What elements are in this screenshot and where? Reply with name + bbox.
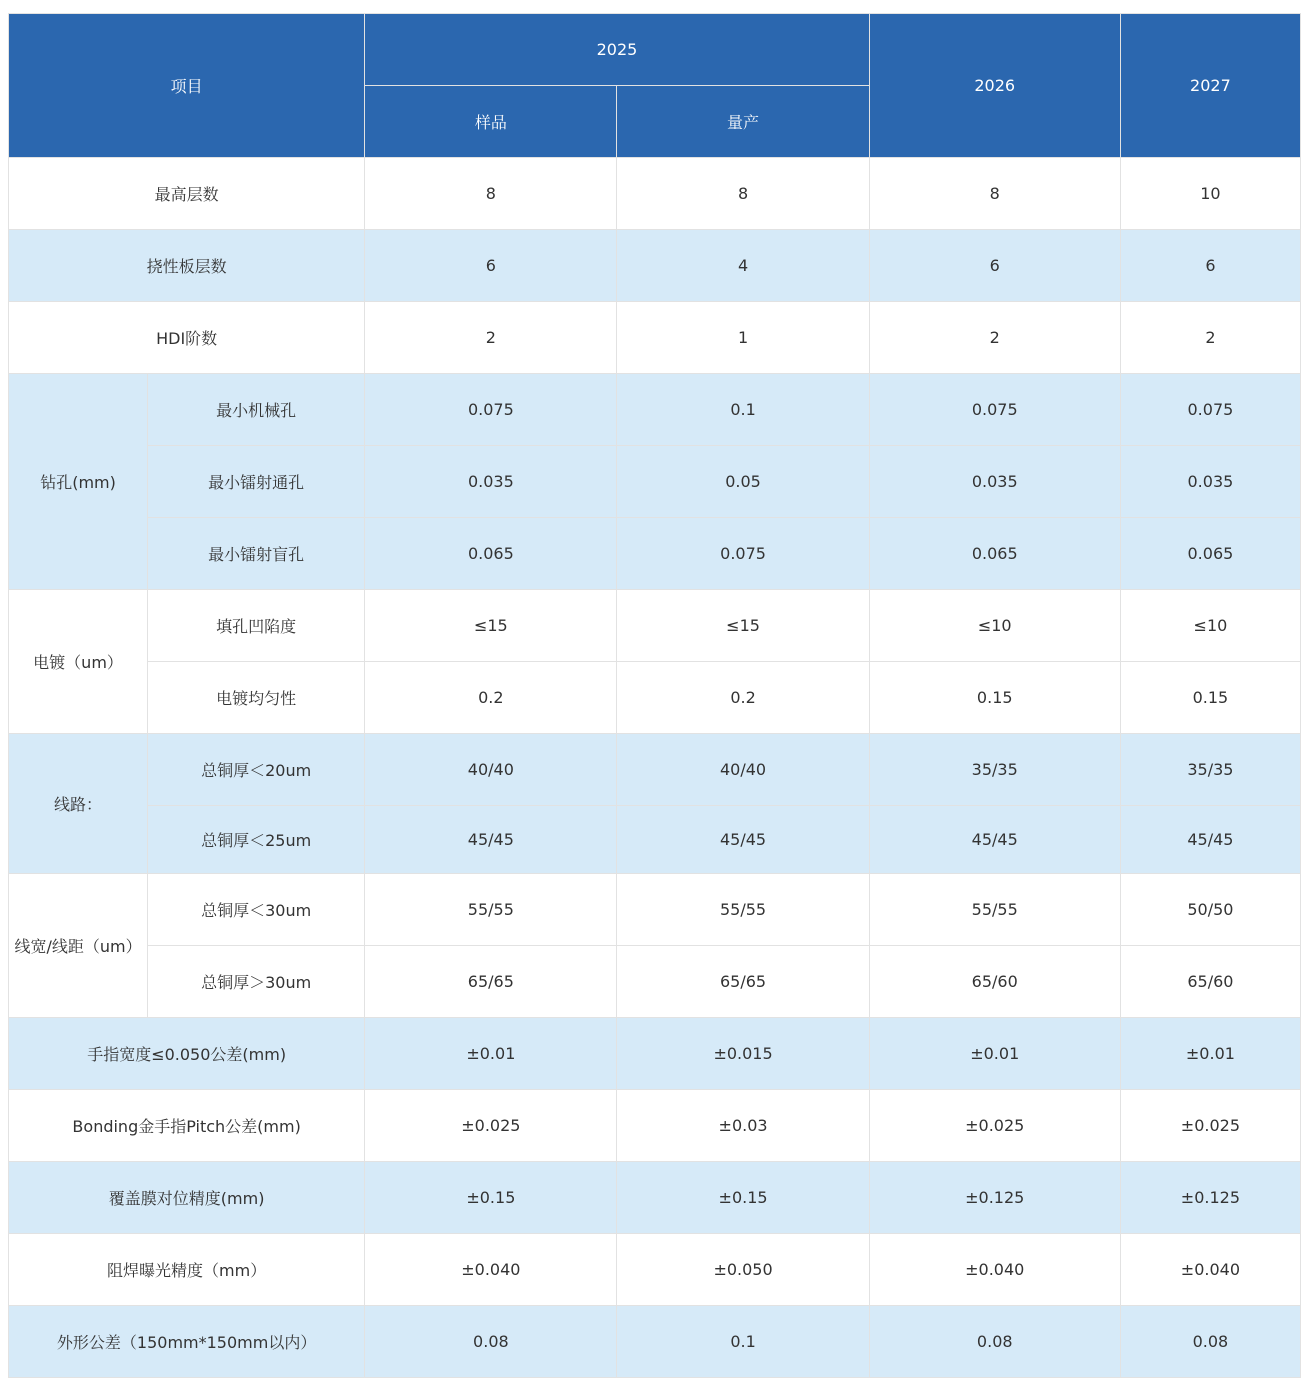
row-label: HDI阶数	[9, 302, 365, 374]
cell-value: 40/40	[365, 734, 617, 806]
cell-value: 2	[1120, 302, 1300, 374]
cell-value: 55/55	[617, 874, 869, 946]
header-year-2027: 2027	[1120, 14, 1300, 158]
cell-value: 55/55	[869, 874, 1120, 946]
cell-value: 65/65	[617, 946, 869, 1018]
table-row	[9, 230, 1301, 302]
cell-value: ±0.025	[869, 1090, 1120, 1162]
cell-value: 45/45	[1120, 806, 1300, 874]
cell-value: 10	[1120, 158, 1300, 230]
cell-value: 0.2	[365, 662, 617, 734]
cell-value: ±0.125	[1120, 1162, 1300, 1234]
cell-value: 45/45	[617, 806, 869, 874]
cell-value: 35/35	[869, 734, 1120, 806]
cell-value: ±0.15	[365, 1162, 617, 1234]
cell-value: 6	[869, 230, 1120, 302]
row-label: 阻焊曝光精度（mm）	[9, 1234, 365, 1306]
table-row	[9, 946, 1301, 1018]
cell-value: 55/55	[365, 874, 617, 946]
table-row	[9, 302, 1301, 374]
cell-value: 0.035	[869, 446, 1120, 518]
row-label: 总铜厚＞30um	[148, 946, 365, 1018]
row-label: 总铜厚＜20um	[148, 734, 365, 806]
cell-value: 0.035	[1120, 446, 1300, 518]
cell-value: ±0.040	[1120, 1234, 1300, 1306]
table-row	[9, 662, 1301, 734]
cell-value: 0.05	[617, 446, 869, 518]
cell-value: 0.065	[869, 518, 1120, 590]
cell-value: 8	[617, 158, 869, 230]
row-label: 最高层数	[9, 158, 365, 230]
cell-value: ±0.025	[1120, 1090, 1300, 1162]
group-label-circuit: 线路：	[9, 734, 148, 874]
table-row	[9, 1234, 1301, 1306]
table-header	[9, 14, 1301, 158]
cell-value: ±0.050	[617, 1234, 869, 1306]
row-label: 外形公差（150mm*150mm以内）	[9, 1306, 365, 1378]
cell-value: ±0.01	[869, 1018, 1120, 1090]
cell-value: ≤10	[869, 590, 1120, 662]
row-label: 覆盖膜对位精度(mm)	[9, 1162, 365, 1234]
cell-value: 6	[365, 230, 617, 302]
cell-value: 45/45	[869, 806, 1120, 874]
cell-value: ±0.03	[617, 1090, 869, 1162]
cell-value: 2	[365, 302, 617, 374]
cell-value: 0.1	[617, 1306, 869, 1378]
row-label: 手指宽度≤0.050公差(mm)	[9, 1018, 365, 1090]
cell-value: 0.035	[365, 446, 617, 518]
group-label-plating: 电镀（um）	[9, 590, 148, 734]
cell-value: ≤15	[365, 590, 617, 662]
header-item: 项目	[9, 14, 365, 158]
capability-spec-table	[8, 13, 1301, 1378]
row-label: 最小镭射盲孔	[148, 518, 365, 590]
cell-value: ±0.025	[365, 1090, 617, 1162]
cell-value: 65/65	[365, 946, 617, 1018]
row-label: 挠性板层数	[9, 230, 365, 302]
table-row	[9, 734, 1301, 806]
row-label: 总铜厚＜30um	[148, 874, 365, 946]
row-label: 最小机械孔	[148, 374, 365, 446]
row-label: 填孔凹陷度	[148, 590, 365, 662]
group-label-linewidth: 线宽/线距（um）	[9, 874, 148, 1018]
cell-value: 8	[869, 158, 1120, 230]
row-label: Bonding金手指Pitch公差(mm)	[9, 1090, 365, 1162]
row-label: 最小镭射通孔	[148, 446, 365, 518]
cell-value: 2	[869, 302, 1120, 374]
cell-value: 8	[365, 158, 617, 230]
header-mass-production: 量产	[617, 86, 869, 158]
table-row	[9, 518, 1301, 590]
table-row	[9, 1306, 1301, 1378]
spec-table-container	[8, 13, 1301, 1378]
table-row	[9, 590, 1301, 662]
cell-value: 65/60	[869, 946, 1120, 1018]
cell-value: ±0.15	[617, 1162, 869, 1234]
cell-value: 0.065	[1120, 518, 1300, 590]
cell-value: 0.08	[365, 1306, 617, 1378]
cell-value: 0.075	[617, 518, 869, 590]
cell-value: ±0.015	[617, 1018, 869, 1090]
cell-value: ±0.01	[1120, 1018, 1300, 1090]
cell-value: 1	[617, 302, 869, 374]
cell-value: ≤15	[617, 590, 869, 662]
table-row	[9, 1162, 1301, 1234]
cell-value: ≤10	[1120, 590, 1300, 662]
cell-value: 0.075	[1120, 374, 1300, 446]
table-row	[9, 1018, 1301, 1090]
row-label: 总铜厚＜25um	[148, 806, 365, 874]
table-row	[9, 874, 1301, 946]
cell-value: 0.15	[869, 662, 1120, 734]
cell-value: 0.08	[869, 1306, 1120, 1378]
cell-value: 65/60	[1120, 946, 1300, 1018]
cell-value: ±0.125	[869, 1162, 1120, 1234]
table-row	[9, 1090, 1301, 1162]
cell-value: ±0.040	[365, 1234, 617, 1306]
cell-value: 45/45	[365, 806, 617, 874]
cell-value: 0.075	[869, 374, 1120, 446]
cell-value: 0.08	[1120, 1306, 1300, 1378]
cell-value: 50/50	[1120, 874, 1300, 946]
header-sample: 样品	[365, 86, 617, 158]
cell-value: 35/35	[1120, 734, 1300, 806]
group-label-drill: 钻孔(mm)	[9, 374, 148, 590]
header-year-2025: 2025	[365, 14, 869, 86]
cell-value: 0.1	[617, 374, 869, 446]
cell-value: 0.2	[617, 662, 869, 734]
table-row	[9, 158, 1301, 230]
cell-value: 0.075	[365, 374, 617, 446]
row-label: 电镀均匀性	[148, 662, 365, 734]
table-row	[9, 374, 1301, 446]
table-row	[9, 806, 1301, 874]
header-year-2026: 2026	[869, 14, 1120, 158]
cell-value: ±0.040	[869, 1234, 1120, 1306]
cell-value: 40/40	[617, 734, 869, 806]
cell-value: 6	[1120, 230, 1300, 302]
cell-value: ±0.01	[365, 1018, 617, 1090]
table-row	[9, 446, 1301, 518]
cell-value: 4	[617, 230, 869, 302]
cell-value: 0.15	[1120, 662, 1300, 734]
cell-value: 0.065	[365, 518, 617, 590]
